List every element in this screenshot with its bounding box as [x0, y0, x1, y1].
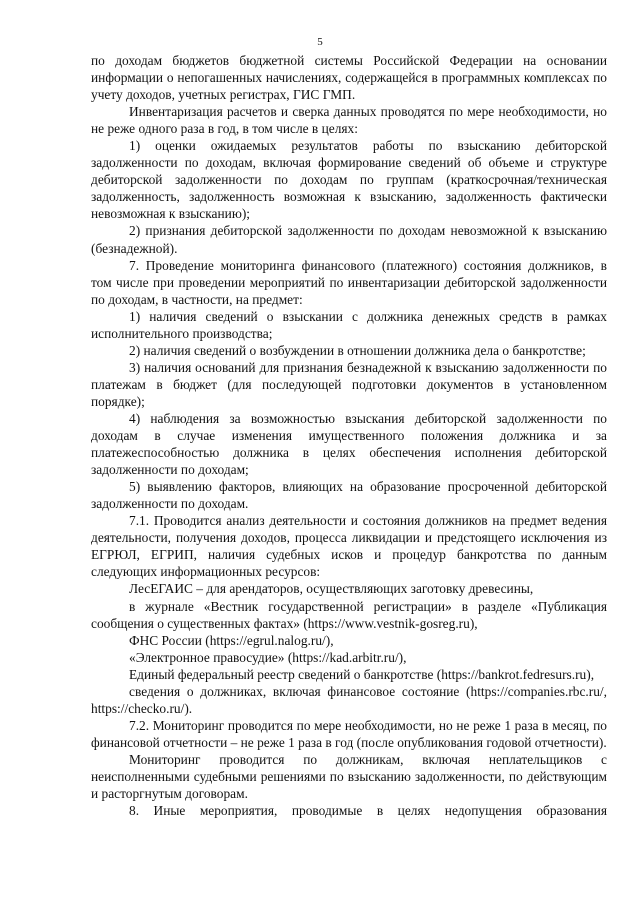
paragraph: в журнале «Вестник государственной регистрации» в разделе «Публикация сообщения о существенных фактах» (https://www.vestnik-gosreg.ru),: [91, 598, 607, 631]
paragraph: 1) оценки ожидаемых результатов работы по взысканию дебиторской задолженности по доходам, включая формирование сведений об объеме и структуре дебиторской задолженности по доходам по группам (краткосрочная/техническая задолженность, задолженность возможная к взысканию, задолженность фактически невозможная к взысканию);: [91, 138, 607, 222]
paragraph: 7. Проведение мониторинга финансового (платежного) состояния должников, в том числе при проведении мероприятий по инвентаризации дебиторской задолженности по доходам, в частности, на предмет:: [91, 257, 607, 307]
paragraph: Единый федеральный реестр сведений о банкротстве (https://bankrot.fedresurs.ru),: [129, 666, 595, 682]
paragraph: 1) наличия сведений о взыскании с должника денежных средств в рамках исполнительного производства;: [91, 308, 607, 341]
paragraph: 2) наличия сведений о возбуждении в отношении должника дела о банкротстве;: [129, 342, 586, 358]
paragraph: Инвентаризация расчетов и сверка данных проводятся по мере необходимости, но не реже одного раза в год, в том числе в целях:: [91, 104, 607, 137]
paragraph: 3) наличия оснований для признания безнадежной к взысканию задолженности по платежам в бюджет (для последующей подготовки документов в установленном порядке);: [91, 359, 607, 409]
paragraph: «Электронное правосудие» (https://kad.arbitr.ru/),: [129, 649, 407, 665]
paragraph: ЛесЕГАИС – для арендаторов, осуществляющих заготовку древесины,: [129, 581, 534, 597]
paragraph: сведения о должниках, включая финансовое состояние (https://companies.rbc.ru/, https://checko.ru/).: [91, 683, 607, 716]
paragraph: 5) выявлению факторов, влияющих на образование просроченной дебиторской задолженности по доходам.: [91, 479, 607, 512]
paragraph: 4) наблюдения за возможностью взыскания дебиторской задолженности по доходам в случае изменения имущественного положения должника и за платежеспособностью должника в целях обеспечения исполнения дебиторской задолженности по доходам;: [91, 410, 607, 478]
paragraph: по доходам бюджетов бюджетной системы Российской Федерации на основании информации о непогашенных начислениях, содержащейся в программных комплексах по учету доходов, учетных регистрах, ГИС ГМП.: [91, 53, 607, 103]
paragraph: 2) признания дебиторской задолженности по доходам невозможной к взысканию (безнадежной).: [91, 223, 607, 256]
paragraph: 7.2. Мониторинг проводится по мере необходимости, но не реже 1 раза в месяц, по финансовой отчетности – не реже 1 раза в год (после опубликования годовой отчетности).: [91, 717, 607, 750]
paragraph: 8. Иные мероприятия, проводимые в целях недопущения образования: [129, 803, 607, 819]
paragraph: ФНС России (https://egrul.nalog.ru/),: [129, 632, 334, 648]
paragraph: Мониторинг проводится по должникам, включая неплательщиков с неисполненными судебными решениями по взысканию задолженности, по действующим и расторгнутым договорам.: [91, 751, 607, 802]
paragraph: 7.1. Проводится анализ деятельности и состояния должников на предмет ведения деятельности, получения доходов, процесса ликвидации и предстоящего исключения из ЕГРЮЛ, ЕГРИП, наличия судебных исков и процедур банкротства по данным следующих информационных ресурсов:: [91, 513, 607, 580]
document-body: [91, 52, 607, 819]
page-number: 5: [317, 36, 323, 48]
